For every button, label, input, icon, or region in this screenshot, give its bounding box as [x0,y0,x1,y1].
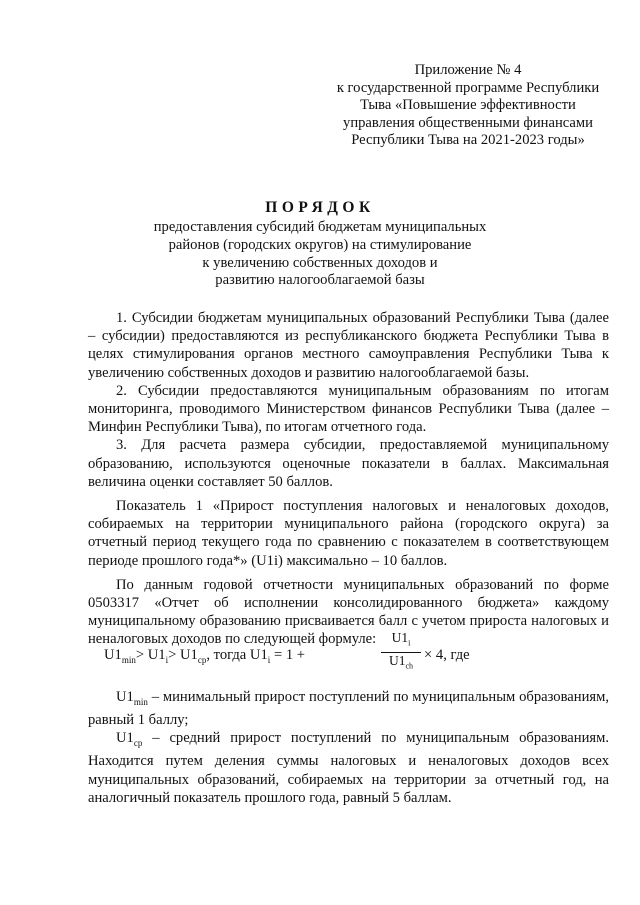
formula-left: $U1_{min}> U1_i> U1_{cp}$, тогда $U1_i = 1$ + [104,647,305,665]
subtitle-line: районов (городских округов) на стимулирование [168,236,472,253]
formula-fraction [381,630,421,674]
paragraph-1: 1. Субсидии бюджетам муниципальных образований Республики Тыва (далее – субсидии) предоставляются из республиканского бюджета Республики Тыва в целях стимулирования органов местного самоуправления Республики Тыва к увеличению собственных доходов и развитию налогооблагаемой базы. [88,310,609,381]
formula-right: × 4, где [424,647,470,663]
paragraph-2: 2. Субсидии предоставляются муниципальным образованиям по итогам мониторинга, проводимого Министерством финансов Республики Тыва (далее – Минфин Республики Тыва), по итогам отчетного года. [88,382,609,436]
appendix-line: Тыва «Повышение эффективности [360,97,576,114]
definition-min: $U1_{min}$ – минимальный прирост поступлений по муниципальным образованиям, равный 1 баллу; [88,689,609,729]
appendix-line: Приложение № 4 [414,62,522,78]
document-title: ПОРЯДОК [265,199,375,216]
subtitle-line: развитию налогооблагаемой базы [215,272,425,289]
definition-cp: $U1_{cp}$ – средний прирост поступлений по муниципальным образованиям. Находится путем деления суммы налоговых и неналоговых доходов всех муниципальных образований, собираемых на территории за отчетный год, на аналогичный показатель прошлого года, равный 5 баллам. [88,730,609,806]
appendix-line: управления общественными финансами [343,114,593,131]
fraction-denominator: $U1_{ch}$ [388,652,414,671]
paragraph-indicator-1: Показатель 1 «Прирост поступления налоговых и неналоговых доходов, собираемых на территории муниципального района (городского округа) за отчетный период текущего года по сравнению с показателем в соответствующем периоде прошлого года*» (U1i) максимально – 10 баллов. [88,498,609,569]
document-subtitle [0,219,640,290]
document-body [88,309,609,649]
subtitle-line: предоставления субсидий бюджетам муниципальных [153,219,487,235]
paragraph-reporting: По данным годовой отчетности муниципальных образований по форме 0503317 «Отчет об исполнении консолидированного бюджета» каждому муниципальному образованию присваивается балл с учетом прироста налоговых и неналоговых доходов по следующей формуле: [88,576,609,648]
paragraph-3: 3. Для расчета размера субсидии, предоставляемой муниципальному образованию, используются оценочные показатели в баллах. Максимальная величина оценки составляет 50 баллов. [88,437,609,490]
definitions [88,688,609,807]
subtitle-line: к увеличению собственных доходов и [202,254,438,271]
appendix-block [318,62,618,150]
formula [104,630,470,680]
appendix-line: к государственной программе Республики [336,79,600,96]
fraction-numerator: $U1_i$ [381,630,421,653]
appendix-line: Республики Тыва на 2021-2023 годы» [351,132,585,149]
